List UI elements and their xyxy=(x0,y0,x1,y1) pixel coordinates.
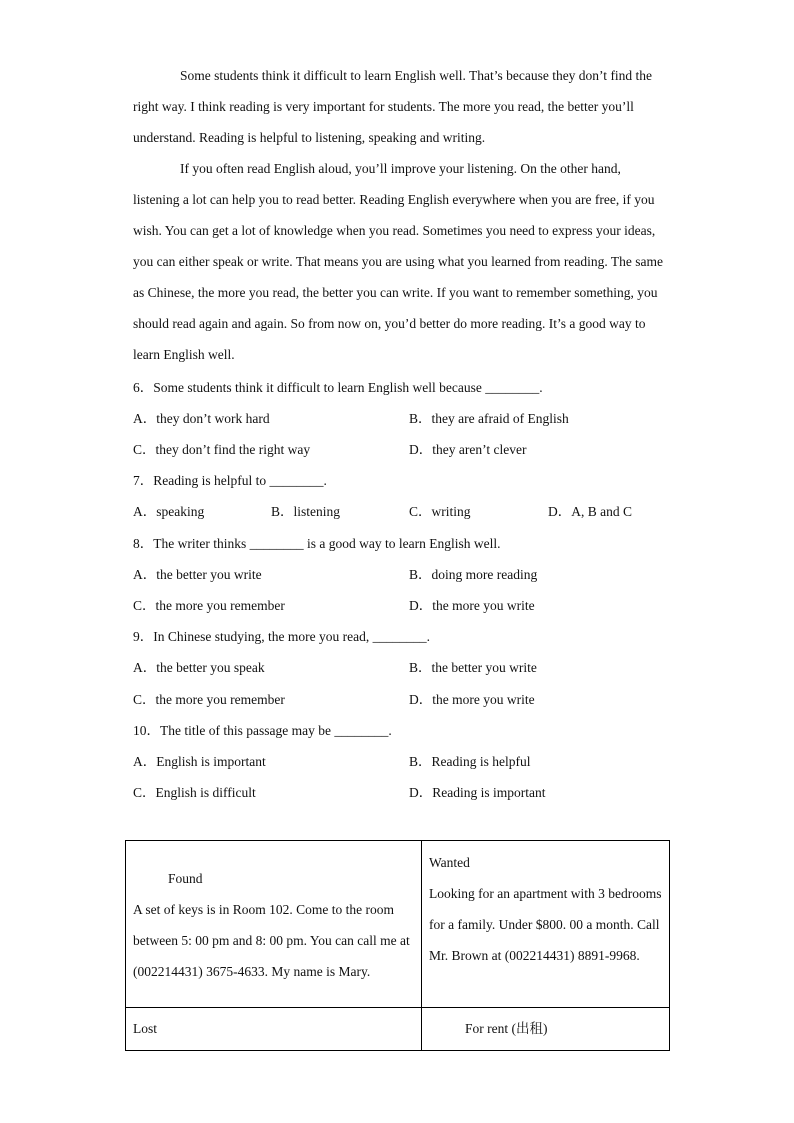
question-7-option-a[interactable]: A．speaking xyxy=(133,504,205,519)
question-10-option-d[interactable]: D．Reading is important xyxy=(409,785,546,800)
question-7-option-c[interactable]: C．writing xyxy=(409,504,471,519)
found-ad-body: A set of keys is in Room 102. Come to the room between 5: 00 pm and 8: 00 pm. You can call me at (002214431) 3675-4633. My name is Mary. xyxy=(133,902,410,979)
question-8-option-b[interactable]: B．doing more reading xyxy=(409,567,538,582)
question-9-stem: 9．In Chinese studying, the more you read, ________. xyxy=(133,629,430,644)
question-8-option-c[interactable]: C．the more you remember xyxy=(133,598,285,613)
question-9-option-d[interactable]: D．the more you write xyxy=(409,692,535,707)
ads-table xyxy=(125,840,670,1051)
question-6-stem: 6．Some students think it difficult to learn English well because ________. xyxy=(133,380,543,395)
question-10-option-a[interactable]: A．English is important xyxy=(133,754,266,769)
question-8-stem: 8．The writer thinks ________ is a good way to learn English well. xyxy=(133,536,501,551)
rent-ad-cell xyxy=(422,1008,670,1051)
question-9-option-a[interactable]: A．the better you speak xyxy=(133,660,265,675)
wanted-ad-body: Looking for an apartment with 3 bedrooms for a family. Under $800. 00 a month. Call Mr. Brown at (002214431) 8891-9968. xyxy=(429,886,662,963)
question-6-option-d[interactable]: D．they aren’t clever xyxy=(409,442,527,457)
found-ad-title: Found xyxy=(168,871,203,886)
lost-ad-title: Lost xyxy=(133,1021,158,1036)
passage-paragraph-2: If you often read English aloud, you’ll improve your listening. On the other hand, listening a lot can help you to read better. Reading English everywhere when you are free, if you wish. You can get a lot of knowledge when you read. Sometimes you need to express your ideas, you can either speak or write. That means you are using what you learned from reading. The same as Chinese, the more you read, the better you can write. If you want to remember something, you should read again and again. So from now on, you’d better do more reading. It’s a good way to learn English well. xyxy=(133,161,663,362)
question-10-option-c[interactable]: C．English is difficult xyxy=(133,785,256,800)
question-7-option-d[interactable]: D．A, B and C xyxy=(548,504,632,519)
question-6-option-a[interactable]: A．they don’t work hard xyxy=(133,411,270,426)
found-ad-cell xyxy=(126,841,422,1008)
wanted-ad-title: Wanted xyxy=(429,855,470,870)
question-9-option-c[interactable]: C．the more you remember xyxy=(133,692,285,707)
question-10-stem: 10．The title of this passage may be ________. xyxy=(133,723,392,738)
passage-paragraph-1: Some students think it difficult to learn English well. That’s because they don’t find the right way. I think reading is very important for students. The more you read, the better you’ll understand. Reading is helpful to listening, speaking and writing. xyxy=(133,68,653,145)
question-8-option-a[interactable]: A．the better you write xyxy=(133,567,262,582)
question-10-option-b[interactable]: B．Reading is helpful xyxy=(409,754,531,769)
lost-ad-cell xyxy=(126,1008,422,1051)
question-6-option-c[interactable]: C．they don’t find the right way xyxy=(133,442,311,457)
question-8-option-d[interactable]: D．the more you write xyxy=(409,598,535,613)
question-7-option-b[interactable]: B．listening xyxy=(271,504,341,519)
wanted-ad-cell xyxy=(422,841,670,1008)
question-9-option-b[interactable]: B．the better you write xyxy=(409,660,537,675)
rent-ad-title: For rent (出租) xyxy=(465,1021,548,1036)
question-6-option-b[interactable]: B．they are afraid of English xyxy=(409,411,569,426)
question-7-stem: 7．Reading is helpful to ________. xyxy=(133,473,327,488)
